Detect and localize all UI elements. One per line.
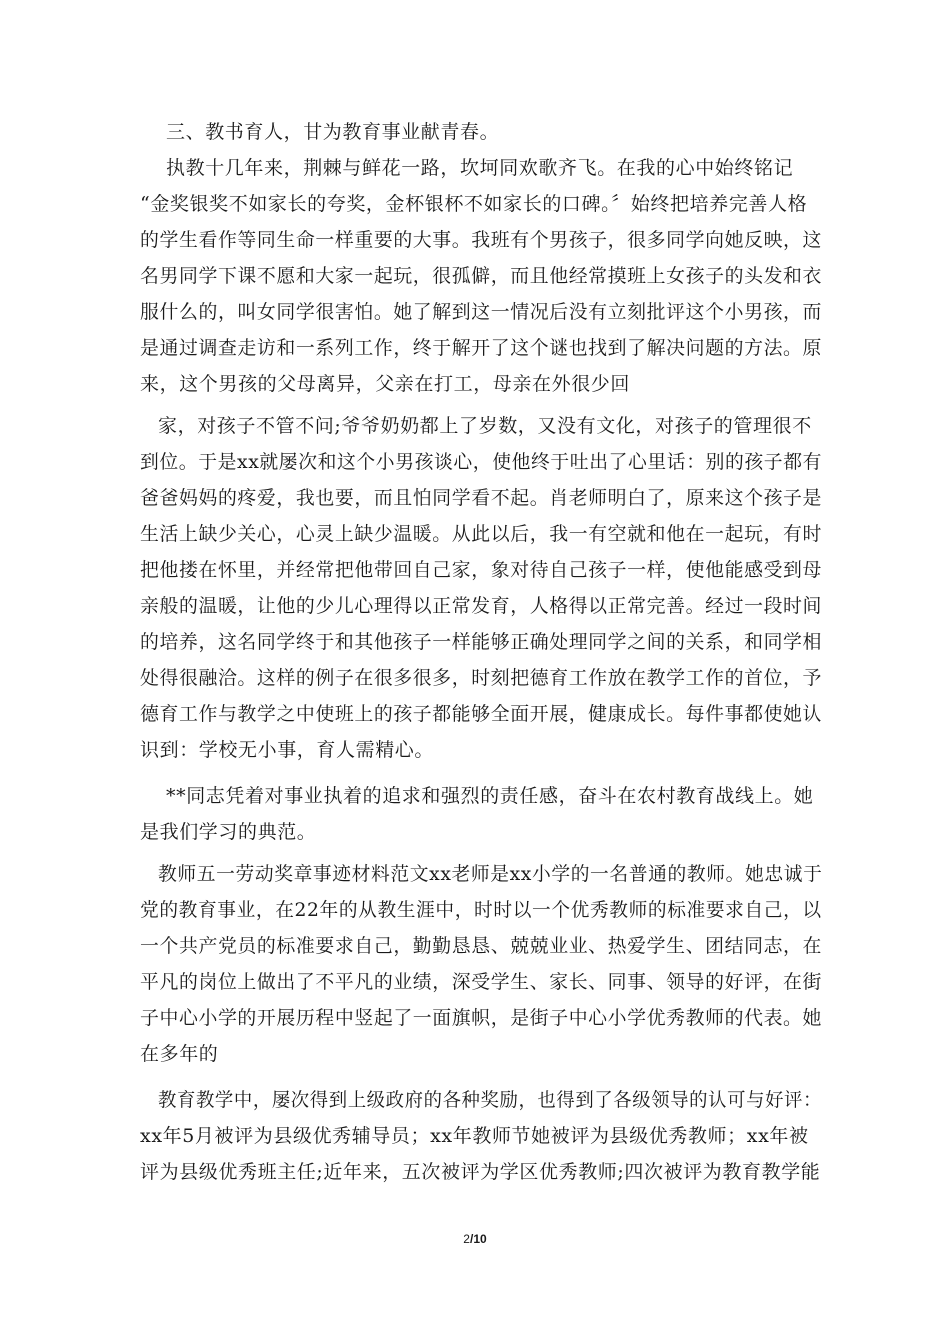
text-line: 子中心小学的开展历程中竖起了一面旗帜，是街子中心小学优秀教师的代表。她 [140, 1007, 823, 1029]
text-line: 爸爸妈妈的疼爱，我也要，而且怕同学看不起。肖老师明白了，原来这个孩子是 [140, 487, 823, 509]
text-line: 在多年的 [140, 1043, 219, 1065]
text-line: “金奖银奖不如家长的夸奖，金杯银杯不如家长的口碑。〞始终把培养完善人格 [140, 193, 808, 215]
text-line: 是通过调查走访和一系列工作，终于解开了这个谜也找到了解决问题的方法。原 [140, 337, 823, 359]
text-line: 名男同学下课不愿和大家一起玩，很孤僻，而且他经常摸班上女孩子的头发和衣 [140, 265, 823, 287]
text-line: 评为县级优秀班主任;近年来，五次被评为学区优秀教师;四次被评为教育教学能 [140, 1161, 821, 1183]
text-line: 执教十几年来，荆棘与鲜花一路，坎坷同欢歌齐飞。在我的心中始终铭记 [166, 157, 794, 179]
text-line: 三、教书育人，甘为教育事业献青春。 [166, 121, 500, 143]
text-line: 党的教育事业，在22年的从教生涯中，时时以一个优秀教师的标准要求自己，以 [140, 899, 822, 921]
page-total: 10 [473, 1232, 487, 1246]
text-line: 是我们学习的典范。 [140, 821, 317, 843]
text-line: 到位。于是xx就屡次和这个小男孩谈心，使他终于吐出了心里话：别的孩子都有 [140, 451, 823, 473]
text-line: 亲般的温暖，让他的少儿心理得以正常发育，人格得以正常完善。经过一段时间 [140, 595, 823, 617]
text-line: 教师五一劳动奖章事迹材料范文xx老师是xx小学的一名普通的教师。她忠诚于 [158, 863, 823, 885]
page-current: 2 [463, 1232, 470, 1246]
page-number [0, 1232, 950, 1246]
text-line: 的学生看作等同生命一样重要的大事。我班有个男孩子，很多同学向她反映，这 [140, 229, 823, 251]
text-line: 的培养，这名同学终于和其他孩子一样能够正确处理同学之间的关系，和同学相 [140, 631, 823, 653]
text-line: 服什么的，叫女同学很害怕。她了解到这一情况后没有立刻批评这个小男孩，而 [140, 301, 823, 323]
text-line: 教育教学中，屡次得到上级政府的各种奖励，也得到了各级领导的认可与好评： [158, 1089, 822, 1111]
text-line: 家，对孩子不管不问;爷爷奶奶都上了岁数，又没有文化，对孩子的管理很不 [158, 415, 812, 437]
text-line: 生活上缺少关心，心灵上缺少温暖。从此以后，我一有空就和他在一起玩，有时 [140, 523, 823, 545]
text-line: xx年5月被评为县级优秀辅导员；xx年教师节她被评为县级优秀教师；xx年被 [140, 1125, 809, 1147]
text-line: 来，这个男孩的父母离异，父亲在打工，母亲在外很少回 [140, 373, 631, 395]
text-line: 一个共产党员的标准要求自己，勤勤恳恳、兢兢业业、热爱学生、团结同志，在 [140, 935, 823, 957]
text-line: 把他搂在怀里，并经常把他带回自己家，象对待自己孩子一样，使他能感受到母 [140, 559, 823, 581]
page-separator: / [469, 1232, 474, 1246]
text-line: 识到：学校无小事，育人需精心。 [140, 739, 435, 761]
text-line: 平凡的岗位上做出了不平凡的业绩，深受学生、家长、同事、领导的好评，在街 [140, 971, 823, 993]
text-line: **同志凭着对事业执着的追求和强烈的责任感，奋斗在农村教育战线上。她 [166, 785, 814, 807]
text-line: 德育工作与教学之中使班上的孩子都能够全面开展，健康成长。每件事都使她认 [140, 703, 823, 725]
text-line: 处得很融洽。这样的例子在很多很多，时刻把德育工作放在教学工作的首位，予 [140, 667, 823, 689]
